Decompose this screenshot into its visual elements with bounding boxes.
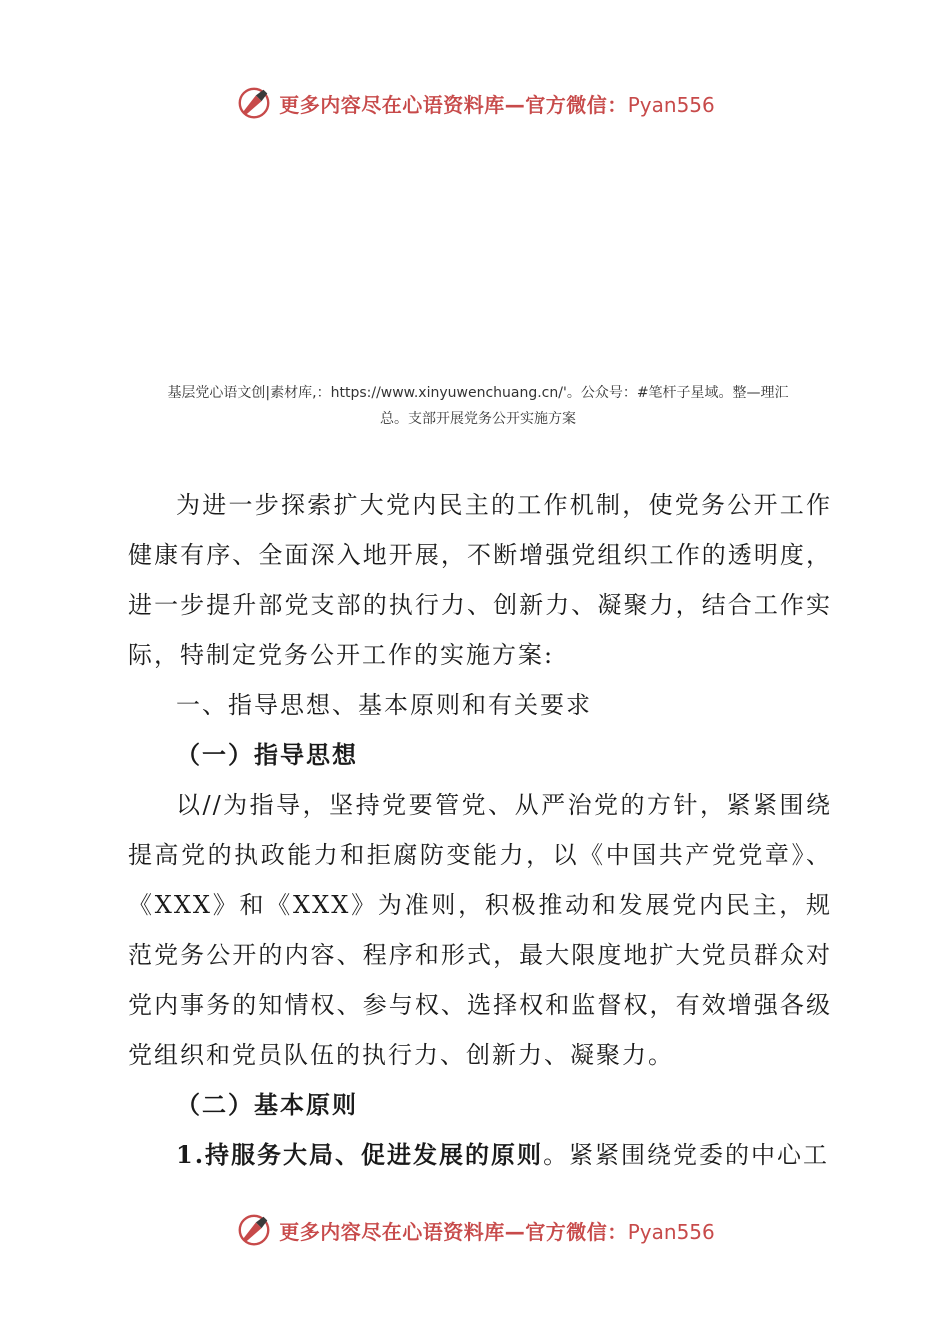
document-header	[128, 380, 828, 432]
pen-nib-logo-icon	[235, 84, 273, 122]
subheading-basic-principles: （二）基本原则	[176, 1090, 358, 1119]
watermark-top	[0, 84, 950, 122]
pen-nib-logo-icon	[235, 1211, 273, 1249]
watermark-bottom	[0, 1211, 950, 1249]
header-line-1: 基层党心语文创|素材库,：https://www.xinyuwenchuang.cn/'。公众号：#笔杆子星域。整—理汇	[167, 385, 789, 401]
wechat-id: Pyan556	[627, 92, 715, 117]
paragraph-intro: 为进一步探索扩大党内民主的工作机制，使党务公开工作健康有序、全面深入地开展，不断增强党组织工作的透明度，进一步提升部党支部的执行力、创新力、凝聚力，结合工作实际，特制定党务公开工作的实施方案:	[128, 491, 832, 669]
principle-1-text: 。紧紧围绕党委的中心工	[543, 1141, 830, 1169]
principle-1-lead: 1.持服务大局、促进发展的原则	[176, 1140, 544, 1169]
wechat-id: Pyan556	[627, 1219, 715, 1244]
section-title-1: 一、指导思想、基本原则和有关要求	[176, 691, 592, 719]
document-body	[128, 480, 832, 1180]
paragraph-principle-1	[128, 1130, 832, 1180]
watermark-text: 更多内容尽在心语资料库—官方微信：Pyan556	[279, 1219, 715, 1244]
watermark-text: 更多内容尽在心语资料库—官方微信：Pyan556	[279, 92, 715, 117]
subheading-guiding-ideology: （一）指导思想	[176, 740, 358, 769]
header-line-2: 总。支部开展党务公开实施方案	[380, 411, 576, 427]
paragraph-guiding-ideology: 以//为指导，坚持党要管党、从严治党的方针，紧紧围绕提高党的执政能力和拒腐防变能力，以《中国共产党党章》、《XXX》和《XXX》为准则，积极推动和发展党内民主，规范党务公开的内容、程序和形式，最大限度地扩大党员群众对党内事务的知情权、参与权、选择权和监督权，有效增强各级党组织和党员队伍的执行力、创新力、凝聚力。	[128, 791, 832, 1069]
